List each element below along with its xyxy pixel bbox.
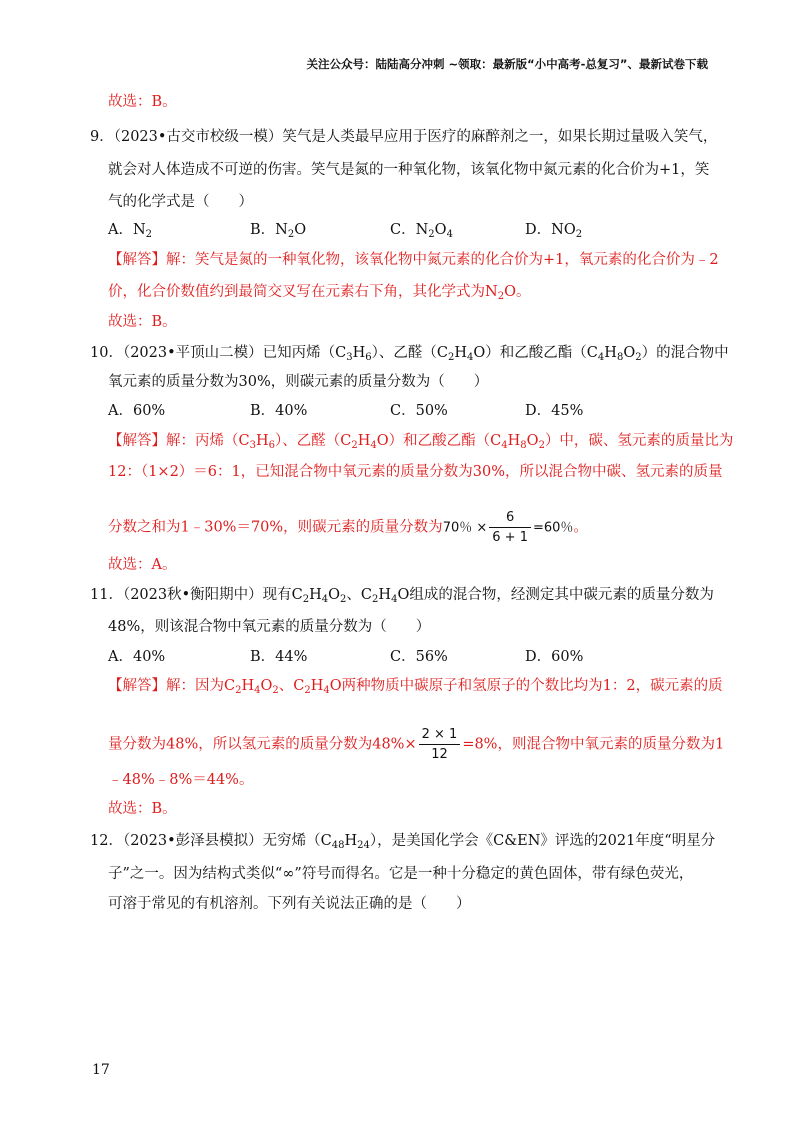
q10-solution-1: 【解答】解：丙烯$(C_3H_6)$、乙醛$(C_2H_4O)$和乙酸乙酯$(C_4H_8O_2)$中，碳、氢元素的质量比为 <box>108 433 734 451</box>
q11-answer: 故选：B。 <box>108 801 177 817</box>
q9-stem-2: 就会对人体造成不可逆的伤害。笑气是氮的一种氧化物，该氧化物中氮元素的化合价为+1，笑 <box>108 162 710 178</box>
q9-option-a: A．$N_2$ <box>108 222 153 240</box>
q10-stem-2: 氧元素的质量分数为30%，则碳元素的质量分数为（ ） <box>108 374 489 390</box>
q12-stem-1: 12．（2023•彭泽县模拟）无穷烯$(C_{48}H_{24})$，是美国化学会《C&EN》评选的2021年度“明星分 <box>90 833 716 851</box>
q10-solution-2: 12：（1×2）＝6：1，已知混合物中氧元素的质量分数为30%，所以混合物中碳、氢元素的质量 <box>108 464 723 480</box>
q11-solution-2: 量分数为48%，所以氢元素的质量分数为48%× $\frac{2 \times 1}{12}$ =8%，则混合物中氧元素的质量分数为1 <box>108 727 725 762</box>
q9-option-c: C．$N_2O_4$ <box>390 222 453 240</box>
q11-option-c: C．56% <box>390 649 448 665</box>
q12-stem-3: 可溶于常见的有机溶剂。下列有关说法正确的是（ ） <box>108 896 471 912</box>
q11-solution-3: ﹣48%﹣8%＝44%。 <box>108 772 254 788</box>
q10-stem-1: 10．（2023•平顶山二模）已知丙烯$(C_3H_6)$、乙醛$(C_2H_4O)$和乙酸乙酯$(C_4H_8O_2)$的混合物中 <box>90 345 729 363</box>
q9-stem-3: 气的化学式是（ ） <box>108 194 253 210</box>
q10-answer: 故选：A。 <box>108 557 177 573</box>
q10-fraction: $\frac{6}{6 + 1}$ <box>489 509 531 546</box>
q9-option-d: D．$NO_2$ <box>525 222 583 240</box>
q10-option-d: D．45% <box>525 403 584 419</box>
q11-fraction: $\frac{2 \times 1}{12}$ <box>419 726 461 763</box>
page-number: 17 <box>92 1062 110 1078</box>
q11-stem-2: 48%，则该混合物中氧元素的质量分数为（ ） <box>108 619 431 635</box>
q11-option-b: B．44% <box>250 649 308 665</box>
q9-answer: 故选：B。 <box>108 314 177 330</box>
q11-option-d: D．60% <box>525 649 584 665</box>
q10-option-b: B．40% <box>250 403 308 419</box>
q11-stem-1: 11．（2023秋•衡阳期中）现有$C_2H_4O_2$、$C_2H_4O$组成的混合物，经测定其中碳元素的质量分数为 <box>90 587 714 605</box>
q10-solution-3: 分数之和为1﹣30%＝70%，则碳元素的质量分数为70％ × $\frac{6}{6 + 1}$ =60％。 <box>108 510 588 545</box>
q12-stem-2: 子”之一。因为结构式类似“∞”符号而得名。它是一种十分稳定的黄色固体，带有绿色荧光， <box>108 866 694 882</box>
q9-option-b: B．$N_2O$ <box>250 222 307 240</box>
q9-stem-1: 9．（2023•古交市校级一模）笑气是人类最早应用于医疗的麻醉剂之一，如果长期过量吸入笑气， <box>90 129 718 145</box>
page-header: 关注公众号：陆陆高分冲刺 ~领取：最新版“小中高考-总复习”、最新试卷下载 <box>306 57 708 71</box>
q11-option-a: A．40% <box>108 649 166 665</box>
q11-solution-1: 【解答】解：因为$C_2H_4O_2$、$C_2H_4O$两种物质中碳原子和氢原子的个数比均为1：2，碳元素的质 <box>108 678 723 696</box>
q10-option-c: C．50% <box>390 403 448 419</box>
q10-option-a: A．60% <box>108 403 166 419</box>
prev-answer: 故选：B。 <box>108 94 177 110</box>
q9-solution-1: 【解答】解：笑气是氮的一种氧化物，该氧化物中氮元素的化合价为+1，氧元素的化合价为﹣2 <box>108 252 719 268</box>
q9-solution-2: 价，化合价数值约到最简交叉写在元素右下角，其化学式为$N_2O$。 <box>108 284 531 302</box>
